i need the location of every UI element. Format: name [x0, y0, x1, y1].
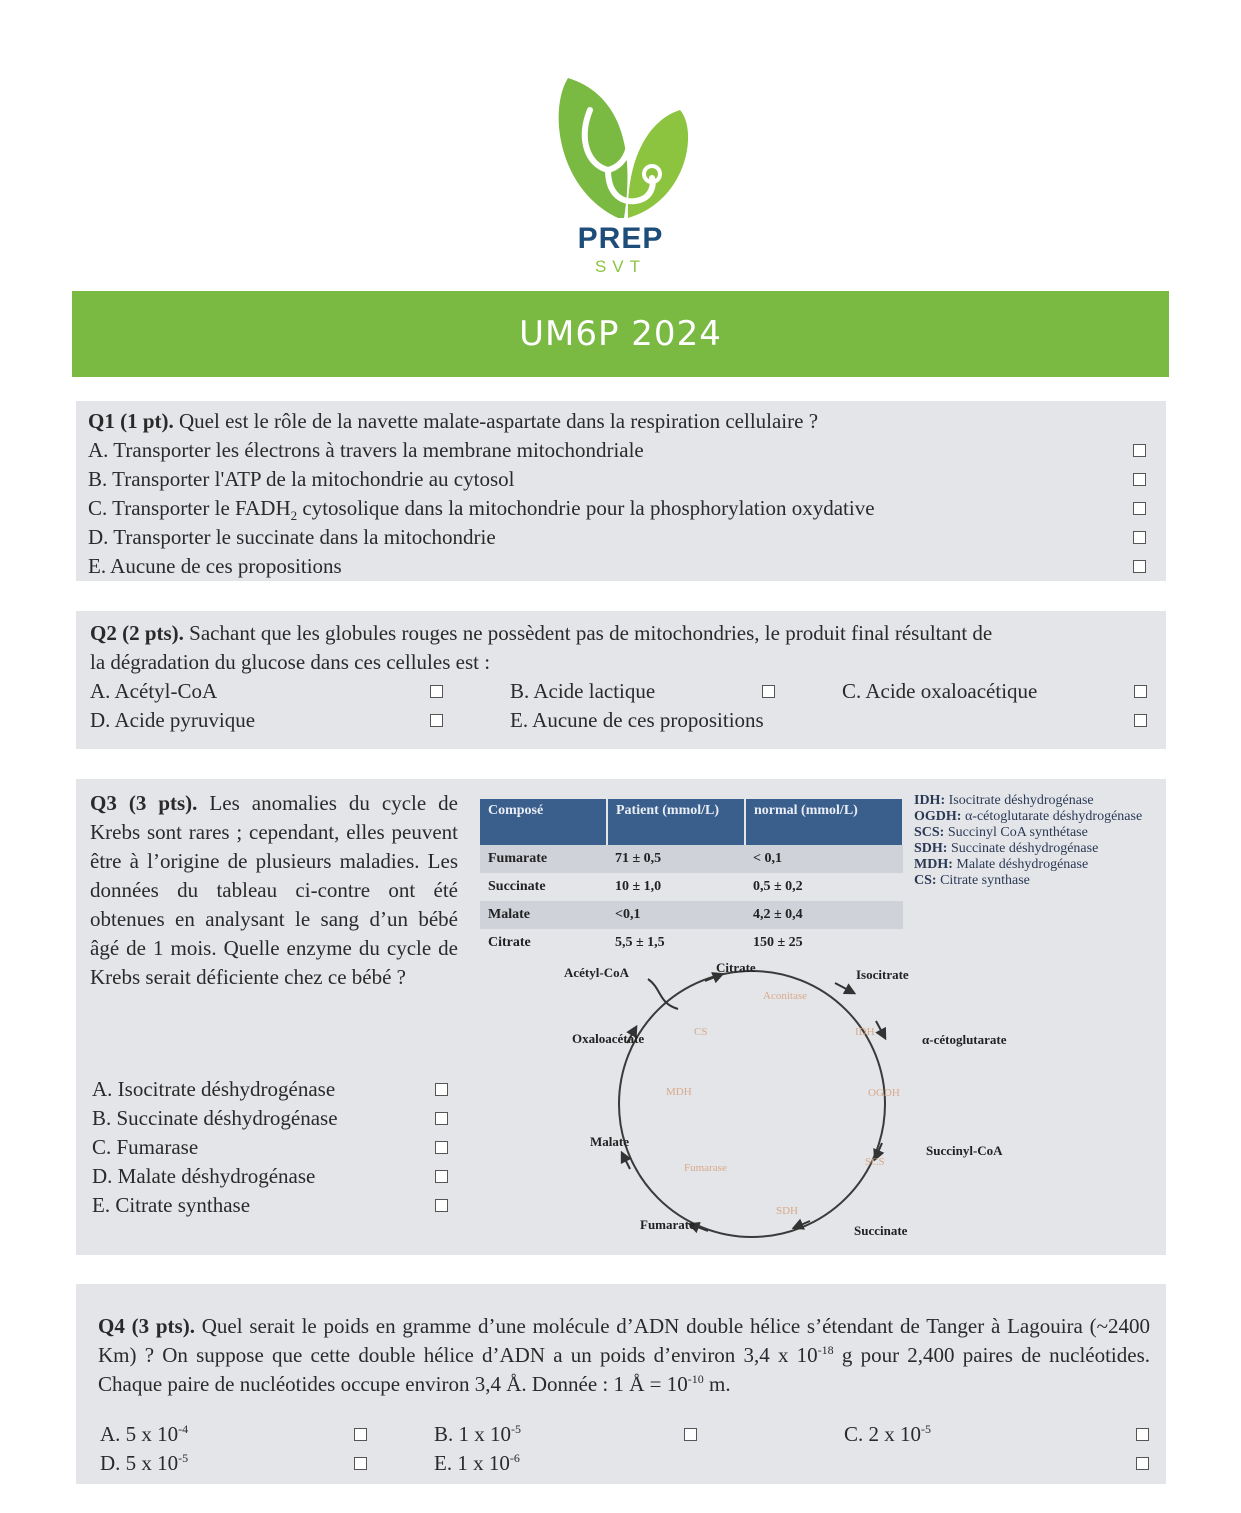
q3-option-a-checkbox[interactable]: [435, 1083, 448, 1096]
option-text: Transporter le FADH: [112, 496, 291, 520]
exam-title-banner: UM6P 2024: [72, 291, 1169, 377]
metabolite-succinate: Succinate: [854, 1223, 908, 1238]
legend-item: [914, 857, 1154, 873]
exponent: -4: [178, 1422, 189, 1436]
table-cell: 71 ± 0,5: [607, 845, 745, 873]
question-4-text: m.: [703, 1372, 731, 1396]
table-cell: Citrate: [488, 935, 531, 950]
q1-option-e: [88, 552, 1152, 581]
table-cell: 0,5 ± 0,2: [753, 879, 803, 894]
q2-option-a: A. Acétyl-CoA: [90, 679, 218, 703]
option-text: C. Fumarase: [92, 1135, 199, 1159]
question-4-text: g pour 2,400 paires de nucléotides. Chaque paire de nucléotides occupe environ 3,4 Å. Donnée : 1 Å = 10: [98, 1343, 1151, 1396]
q1-option-b: [88, 465, 1152, 494]
q4-option-d-checkbox[interactable]: [354, 1457, 367, 1470]
exponent: -5: [511, 1422, 522, 1436]
legend-item: [914, 825, 1154, 841]
question-4-stem: [98, 1312, 1150, 1399]
table-cell: Succinate: [488, 879, 546, 894]
q3-options: [92, 1075, 452, 1220]
legend-item: [914, 793, 1154, 809]
brand-name: PREP: [577, 222, 664, 255]
q3-option-b: [92, 1104, 452, 1133]
legend-abbr: OGDH:: [914, 809, 962, 824]
q3-option-a: [92, 1075, 452, 1104]
krebs-cycle-svg: [480, 959, 1040, 1249]
metabolite-acetyl-coa: Acétyl-CoA: [564, 965, 629, 980]
option-text: B. 1 x 10: [434, 1422, 512, 1446]
enzyme-fumarase: Fumarase: [684, 1162, 727, 1174]
q1-option-e-checkbox[interactable]: [1133, 560, 1146, 573]
legend-text: Malate déshydrogénase: [956, 857, 1089, 872]
q3-option-d-checkbox[interactable]: [435, 1170, 448, 1183]
cycle-ring: [619, 971, 885, 1237]
q1-option-b-checkbox[interactable]: [1133, 473, 1146, 486]
question-4-label: Q4 (3 pts).: [98, 1314, 195, 1338]
metabolite-isocitrate: Isocitrate: [856, 967, 909, 982]
arrow-malate: [623, 1155, 630, 1169]
option-text: E. 1 x 10: [434, 1451, 510, 1475]
q3-option-b-checkbox[interactable]: [435, 1112, 448, 1125]
q2-option-b-checkbox[interactable]: [762, 685, 775, 698]
legend-item: [914, 841, 1154, 857]
table-row: [480, 845, 903, 873]
legend-item: [914, 809, 1154, 825]
table-cell: < 0,1: [745, 845, 903, 873]
option-text: C. 2 x 10: [844, 1422, 922, 1446]
enzyme-cs: CS: [694, 1026, 708, 1038]
option-text: Transporter le succinate dans la mitochondrie: [113, 525, 496, 549]
option-text: D. 5 x 10: [100, 1451, 179, 1475]
q2-option-a-checkbox[interactable]: [430, 685, 443, 698]
question-2: [76, 611, 1166, 749]
table-row: [480, 929, 903, 957]
q3-option-c-checkbox[interactable]: [435, 1141, 448, 1154]
option-letter: E.: [88, 554, 107, 578]
q3-option-e-checkbox[interactable]: [435, 1199, 448, 1212]
question-1-stem: [88, 407, 1152, 436]
exponent: -10: [687, 1372, 704, 1386]
q3-option-c: [92, 1133, 452, 1162]
question-3-stem: [90, 789, 458, 992]
table-header-row: [480, 799, 903, 845]
enzyme-idh: IDH: [855, 1026, 875, 1038]
option-text: E. Citrate synthase: [92, 1193, 251, 1217]
q1-option-a-checkbox[interactable]: [1133, 444, 1146, 457]
q4-option-a: [100, 1420, 188, 1449]
q2-option-c-checkbox[interactable]: [1134, 685, 1147, 698]
table-cell: Malate: [480, 901, 607, 929]
q2-options-row2: [90, 706, 1152, 735]
legend-text: α-cétoglutarate déshydrogénase: [964, 809, 1143, 824]
question-1-label: Q1 (1 pt).: [88, 409, 174, 433]
q2-option-b: B. Acide lactique: [510, 679, 656, 703]
exponent: -6: [509, 1451, 520, 1465]
q4-option-b: [434, 1420, 521, 1449]
legend-abbr: SCS:: [914, 825, 945, 840]
option-letter: A.: [88, 438, 109, 462]
q1-option-c-checkbox[interactable]: [1133, 502, 1146, 515]
q4-option-a-checkbox[interactable]: [354, 1428, 367, 1441]
table-cell: 150 ± 25: [753, 935, 803, 950]
q3-option-e: [92, 1191, 452, 1220]
q2-options-row1: [90, 677, 1152, 706]
q1-option-d-checkbox[interactable]: [1133, 531, 1146, 544]
q1-option-c: [88, 494, 1152, 523]
option-text: D. Malate déshydrogénase: [92, 1164, 316, 1188]
q3-option-d: [92, 1162, 452, 1191]
table-cell: 5,5 ± 1,5: [615, 935, 665, 950]
question-2-stem-line1: [90, 619, 1152, 648]
question-4: [76, 1284, 1166, 1484]
legend-text: Succinate déshydrogénase: [950, 841, 1099, 856]
question-3-label: Q3 (3 pts).: [90, 791, 198, 815]
option-text: Transporter les électrons à travers la membrane mitochondriale: [113, 438, 644, 462]
enzyme-aconitase: Aconitase: [763, 990, 807, 1002]
legend-abbr: SDH:: [914, 841, 948, 856]
metabolite-oxaloacetate: Oxaloacétate: [572, 1031, 645, 1046]
option-text: A. Isocitrate déshydrogénase: [92, 1077, 336, 1101]
table-row: [480, 873, 903, 901]
metabolite-akg: α-cétoglutarate: [922, 1032, 1007, 1047]
question-4-text: Quel serait le poids en gramme d’une molécule d’ADN double hélice s’étendant de Tanger à Lagouira (~2400 Km) ? On suppose que cette double hélice d’ADN a un poids d’environ 3,4 x 10: [98, 1314, 1150, 1367]
enzyme-legend: [914, 793, 1154, 889]
metabolite-succinyl-coa: Succinyl-CoA: [926, 1143, 1003, 1158]
leaf-stethoscope-icon: [548, 70, 693, 220]
table-header: normal (mmol/L): [745, 799, 903, 845]
question-2-label: Q2 (2 pts).: [90, 621, 184, 645]
option-letter: C.: [88, 496, 108, 520]
question-3: [76, 779, 1166, 1255]
option-letter: D.: [88, 525, 109, 549]
legend-item: [914, 873, 1154, 889]
krebs-data-table: [480, 799, 904, 957]
q1-option-a: [88, 436, 1152, 465]
q4-option-c: [844, 1420, 931, 1449]
q2-option-e: E. Aucune de ces propositions: [510, 708, 764, 732]
question-2-stem-line2: la dégradation du glucose dans ces cellules est :: [90, 650, 491, 674]
q4-option-c-checkbox[interactable]: [1136, 1428, 1149, 1441]
exponent: -5: [921, 1422, 932, 1436]
prep-svt-logo: [548, 70, 693, 290]
arrow-isocitrate: [835, 983, 852, 992]
enzyme-mdh: MDH: [666, 1086, 692, 1098]
table-cell: Fumarate: [480, 845, 607, 873]
subscript: 2: [290, 508, 298, 524]
q4-option-e: [434, 1449, 520, 1478]
option-text: A. 5 x 10: [100, 1422, 179, 1446]
question-2-text: Sachant que les globules rouges ne possèdent pas de mitochondries, le produit final résultant de: [189, 621, 993, 645]
arrow-akg: [876, 1021, 884, 1036]
question-3-text: Les anomalies du cycle de Krebs sont rares ; cependant, elles peuvent être à l’origine de plusieurs maladies. Les données du tableau ci-contre ont été obtenues en analysant le sang d’un bébé âgé de 1 mois. Quelle enzyme du cycle de Krebs serait déficiente chez ce bébé ?: [90, 791, 458, 989]
q4-options: [100, 1420, 1150, 1478]
q4-option-e-checkbox[interactable]: [1136, 1457, 1149, 1470]
krebs-cycle-diagram: [480, 959, 1040, 1249]
option-letter: B.: [88, 467, 108, 491]
exponent: -18: [817, 1343, 834, 1357]
q2-option-e-checkbox[interactable]: [1134, 714, 1147, 727]
q1-option-d: [88, 523, 1152, 552]
metabolite-citrate: Citrate: [716, 960, 756, 975]
table-header: Patient (mmol/L): [607, 799, 745, 845]
table-cell: 10 ± 1,0: [615, 879, 662, 894]
brand-subtitle: SVT: [594, 257, 647, 276]
legend-text: Citrate synthase: [940, 873, 1030, 888]
legend-text: Succinyl CoA synthétase: [947, 825, 1088, 840]
option-text: B. Succinate déshydrogénase: [92, 1106, 338, 1130]
q4-option-b-checkbox[interactable]: [684, 1428, 697, 1441]
table-header: Composé: [480, 799, 607, 845]
question-1-text: Quel est le rôle de la navette malate-aspartate dans la respiration cellulaire ?: [179, 409, 819, 433]
q2-option-d: D. Acide pyruvique: [90, 708, 256, 732]
exponent: -5: [178, 1451, 189, 1465]
option-text: cytosolique dans la mitochondrie pour la phosphorylation oxydative: [297, 496, 875, 520]
q2-option-c: C. Acide oxaloacétique: [842, 679, 1038, 703]
question-1: [76, 401, 1166, 581]
table-row: [480, 901, 903, 929]
table-cell: 4,2 ± 0,4: [745, 901, 903, 929]
option-text: Aucune de ces propositions: [110, 554, 342, 578]
legend-abbr: IDH:: [914, 793, 946, 808]
enzyme-sdh: SDH: [776, 1205, 799, 1217]
enzyme-scs: SCS: [865, 1156, 885, 1168]
metabolite-malate: Malate: [590, 1134, 629, 1149]
q4-options-row1: [100, 1420, 1150, 1449]
legend-text: Isocitrate déshydrogénase: [948, 793, 1094, 808]
metabolite-fumarate: Fumarate: [640, 1217, 695, 1232]
q4-options-row2: [100, 1449, 1150, 1478]
enzyme-ogdh: OGDH: [868, 1087, 900, 1099]
table-cell: <0,1: [607, 901, 745, 929]
legend-abbr: CS:: [914, 873, 937, 888]
q2-option-d-checkbox[interactable]: [430, 714, 443, 727]
option-text: Transporter l'ATP de la mitochondrie au cytosol: [112, 467, 515, 491]
legend-abbr: MDH:: [914, 857, 953, 872]
q4-option-d: [100, 1449, 188, 1478]
